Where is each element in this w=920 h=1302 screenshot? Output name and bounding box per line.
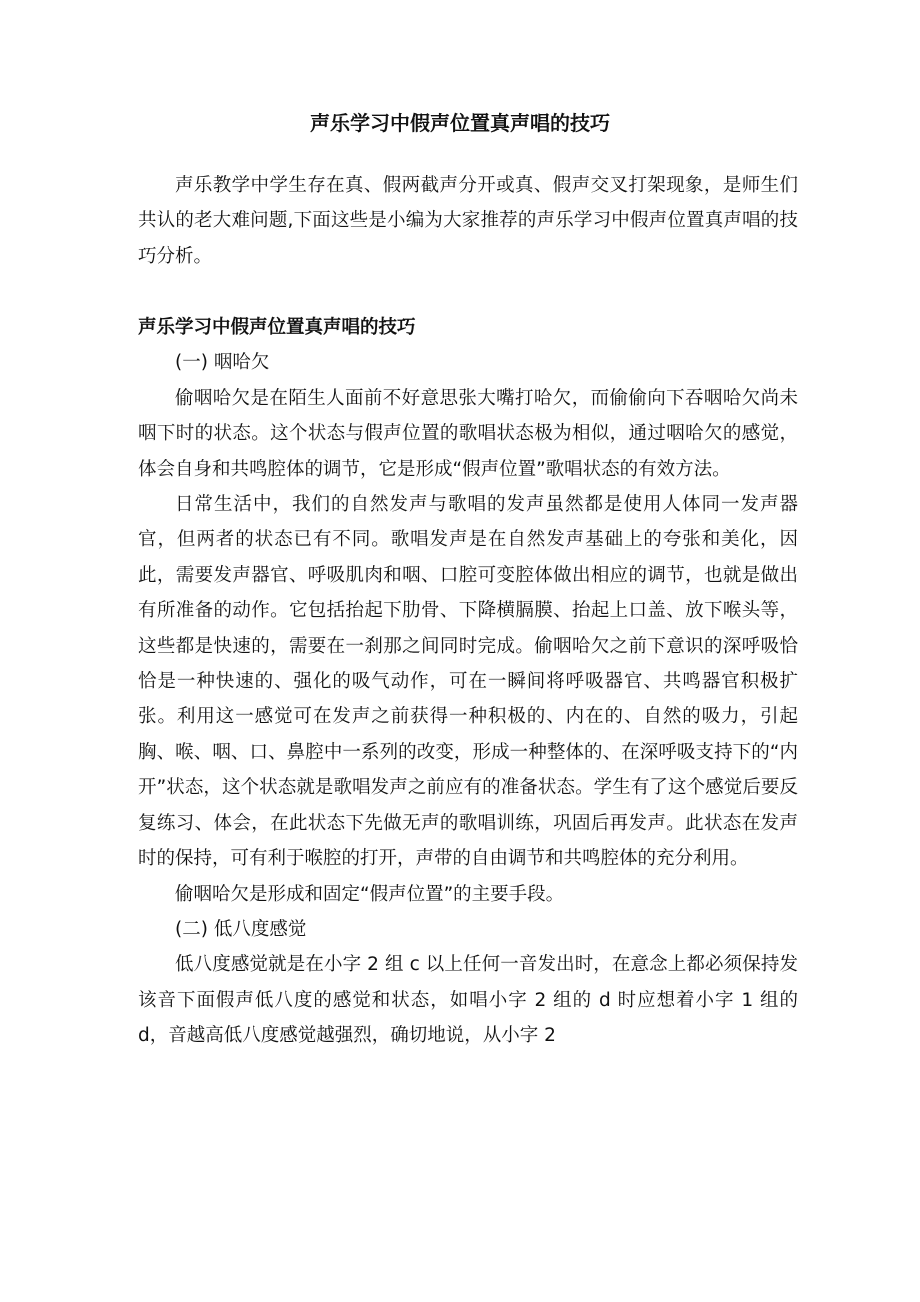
section-heading: 声乐学习中假声位置真声唱的技巧 bbox=[138, 317, 416, 338]
subheading-octave: (二) 低八度感觉 bbox=[175, 918, 307, 940]
intro-paragraph: 声乐教学中学生存在真、假两截声分开或真、假声交叉打架现象，是师生们共认的老大难问题,下面这些是小编为大家推荐的声乐学习中假声位置真声唱的技巧分析。 bbox=[138, 175, 798, 267]
paragraph-3: 偷咽哈欠是形成和固定“假声位置”的主要手段。 bbox=[175, 883, 565, 905]
paragraph-1: 偷咽哈欠是在陌生人面前不好意思张大嘴打哈欠，而偷偷向下吞咽哈欠尚未咽下时的状态。这个状态与假声位置的歌唱状态极为相似，通过咽哈欠的感觉，体会自身和共鸣腔体的调节，它是形成“假声位置”歌唱状态的有效方法。 bbox=[138, 387, 798, 480]
paragraph-2: 日常生活中，我们的自然发声与歌唱的发声虽然都是使用人体同一发声器官，但两者的状态已有不同。歌唱发声是在自然发声基础上的夸张和美化，因此，需要发声器官、呼吸肌肉和咽、口腔可变腔体做出相应的调节，也就是做出有所准备的动作。它包括抬起下肋骨、下降横膈膜、抬起上口盖、放下喉头等，这些都是快速的，需要在一刹那之间同时完成。偷咽哈欠之前下意识的深呼吸恰恰是一种快速的、强化的吸气动作，可在一瞬间将呼吸器官、共鸣器官积极扩张。利用这一感觉可在发声之前获得一种积极的、内在的、自然的吸力，引起胸、喉、咽、口、鼻腔中一系列的改变，形成一种整体的、在深呼吸支持下的“内开”状态，这个状态就是歌唱发声之前应有的准备状态。学生有了这个感觉后要反复练习、体会，在此状态下先做无声的歌唱训练，巩固后再发声。此状态在发声时的保持，可有利于喉腔的打开，声带的自由调节和共鸣腔体的充分利用。 bbox=[138, 494, 798, 870]
page-title: 声乐学习中假声位置真声唱的技巧 bbox=[310, 111, 610, 135]
subheading-yawn: (一) 咽哈欠 bbox=[175, 352, 270, 374]
paragraph-4: 低八度感觉就是在小字 2 组 c 以上任何一音发出时，在意念上都必须保持发该音下面假声低八度的感觉和状态，如唱小字 2 组的 d 时应想着小字 1 组的 d，音越高低八度感觉越强烈，确切地说，从小字 2 bbox=[138, 954, 798, 1047]
intro-block bbox=[138, 168, 798, 274]
section-block bbox=[138, 310, 798, 1054]
